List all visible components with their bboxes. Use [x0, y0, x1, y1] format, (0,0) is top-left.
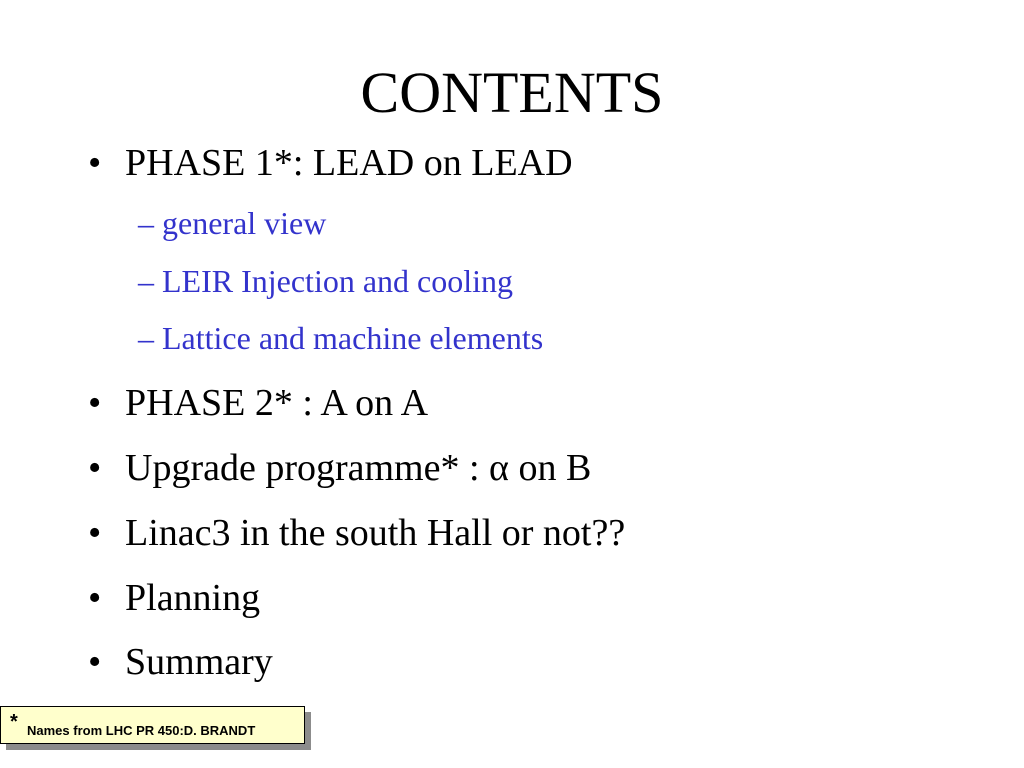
bullet-text: PHASE 1*: LEAD on LEAD	[125, 142, 573, 184]
bullet-item	[88, 381, 428, 425]
bullet-text: Linac3 in the south Hall or not??	[125, 512, 626, 554]
bullet-text: Summary	[125, 641, 273, 683]
bullet-item	[88, 446, 591, 490]
bullet-item	[88, 511, 625, 555]
bullet-dot: •	[88, 142, 102, 184]
bullet-text: Planning	[125, 577, 261, 619]
bullet-dot: •	[88, 447, 102, 489]
footnote-marker: *	[10, 711, 18, 733]
bullet-item	[88, 640, 273, 684]
sub-item: – general view	[138, 205, 327, 241]
bullet-item	[88, 576, 260, 620]
footnote-text: Names from LHC PR 450:D. BRANDT	[27, 723, 256, 738]
bullet-dot: •	[88, 382, 102, 424]
bullet-dot: •	[88, 577, 102, 619]
bullet-item	[88, 141, 573, 185]
sub-item: – Lattice and machine elements	[138, 320, 544, 356]
bullet-text: Upgrade programme* : α on B	[125, 447, 592, 489]
slide-title: CONTENTS	[360, 60, 664, 125]
footnote-box	[0, 706, 305, 744]
bullet-dot: •	[88, 641, 102, 683]
sub-item: – LEIR Injection and cooling	[138, 263, 514, 299]
bullet-dot: •	[88, 512, 102, 554]
bullet-text: PHASE 2* : A on A	[125, 382, 429, 424]
